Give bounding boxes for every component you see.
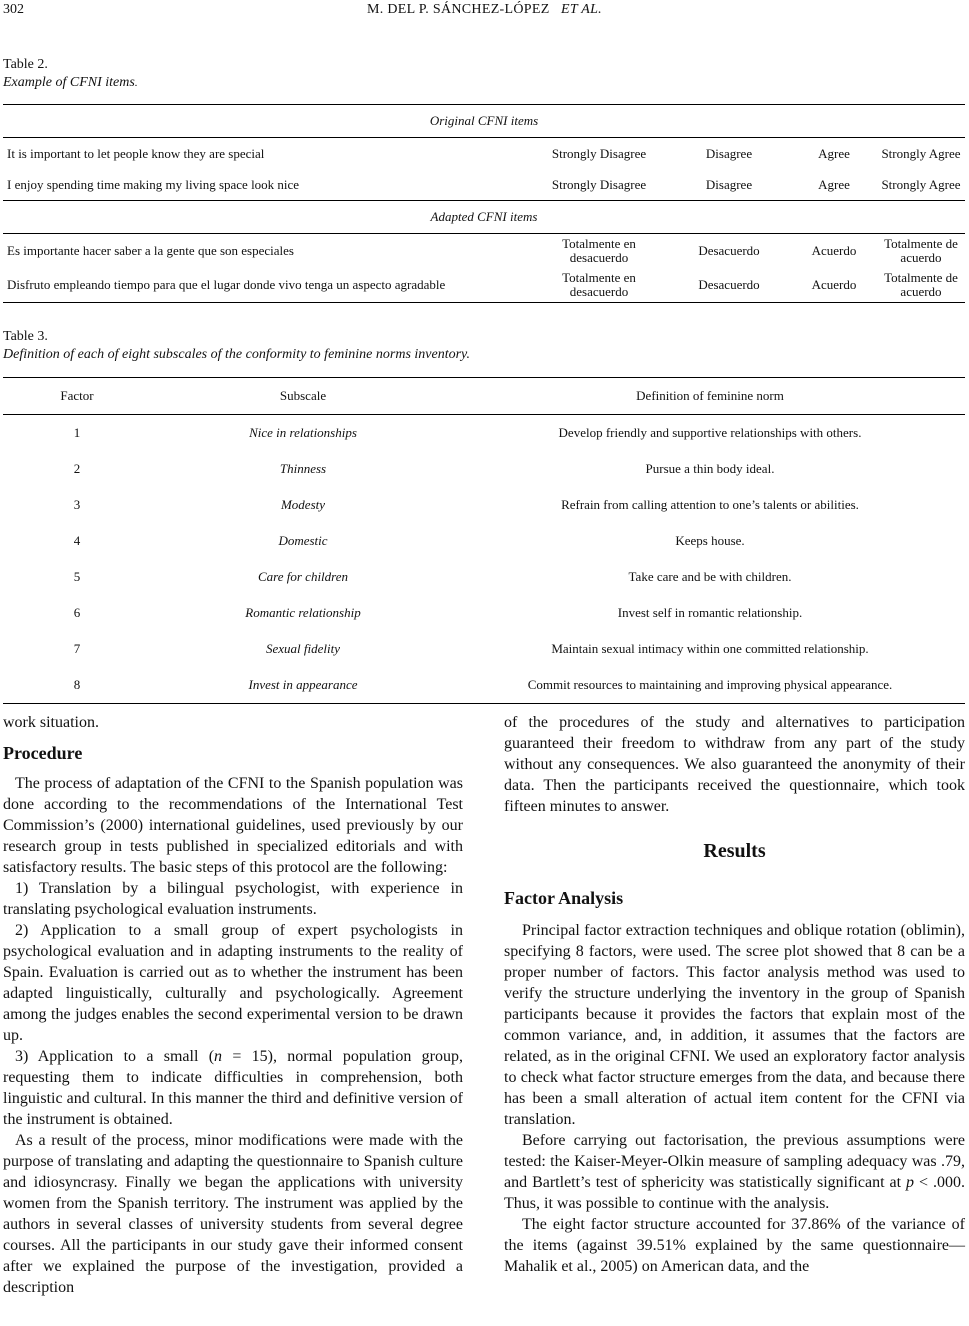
left-column — [3, 712, 463, 1298]
text-span: 3) Application to a small ( — [15, 1048, 215, 1065]
table-cell: Disfruto empleando tiempo para que el lugar donde vivo tenga un aspecto agradable — [3, 268, 531, 303]
factor-cell: 2 — [73, 461, 81, 476]
paragraph: 2) Application to a small group of expert psychologists in psychological evaluation and in adapting instruments to the reality of Spain. Evaluation is carried out as to whether the instrument has been adapted linguistically, culturally and psychologically. Agreement among the judges enables the second experimental version to be drawn up. — [3, 922, 463, 1044]
table3-caption — [3, 328, 470, 364]
subscale-cell: Romantic relationship — [245, 605, 361, 620]
paragraph: work situation. — [3, 714, 99, 731]
table3-label: Table 3. — [3, 329, 48, 344]
subscale-cell: Domestic — [278, 533, 328, 548]
table2-section-title: Original CFNI items — [3, 105, 965, 138]
subscale-cell: Nice in relationships — [249, 425, 357, 440]
running-title — [0, 2, 969, 18]
table2-label: Table 2. — [3, 57, 48, 72]
table-row — [3, 631, 965, 667]
paragraph: The eight factor structure accounted for 37.86% of the variance of the items (against 39.51% explained by the same questionnaire—Mahalik et al., 2005) on American data, and the — [504, 1216, 965, 1275]
paragraph: 1) Translation by a bilingual psychologist, with experience in translating psychological evaluation instruments. — [3, 880, 463, 918]
table-row — [3, 415, 965, 452]
table-cell: Strongly Disagree — [551, 176, 647, 192]
column-header-factor: Factor — [3, 378, 151, 415]
subsection-heading-factor-analysis: Factor Analysis — [504, 888, 624, 908]
running-title-authors: M. DEL P. SÁNCHEZ-LÓPEZ — [367, 2, 550, 17]
paragraph: Principal factor extraction techniques and oblique rotation (oblimin), specifying 8 factors, were used. The scree plot showed that 8 can be a proper number of factors. This factor analysis method was used to verify the structure underlying the inventory in the group of Spanish participants because it provides the factors that explain most of the common variance, and, in addition, it assumes that the factors are related, as in the original CFNI. We used an exploratory factor analysis to check what factor structure emerges from the data, and because there has been a small alteration of actual item content for the CFNI via translation. — [504, 922, 965, 1128]
table-cell: Desacuerdo — [667, 268, 791, 303]
table-row — [3, 595, 965, 631]
table-cell: Agree — [818, 176, 850, 192]
table2-caption — [3, 56, 138, 92]
table-cell: I enjoy spending time making my living space look nice — [7, 176, 300, 192]
table-cell: Totalmente de acuerdo — [884, 236, 958, 265]
paragraph — [3, 1046, 463, 1130]
table2-section-title: Adapted CFNI items — [3, 201, 965, 234]
definition-cell: Take care and be with children. — [628, 569, 792, 584]
factor-cell: 5 — [73, 569, 81, 584]
subscale-cell: Invest in appearance — [151, 667, 455, 704]
section-heading-results: Results — [703, 840, 766, 862]
table-cell: Totalmente de acuerdo — [877, 268, 965, 303]
table-row — [3, 559, 965, 595]
section-heading-procedure: Procedure — [3, 743, 83, 763]
paragraph: The process of adaptation of the CFNI to the Spanish population was done according to the recommendations of the International Test Commission’s (2000) international guidelines, used previously by our research group in tests published in specialized editorials and with satisfactory results. The basic steps of this protocol are the following: — [3, 775, 463, 876]
definition-cell: Maintain sexual intimacy within one committed relationship. — [551, 641, 869, 656]
table-cell: Strongly Disagree — [551, 145, 647, 161]
table-cell: Totalmente en desacuerdo — [531, 268, 667, 303]
paragraph: As a result of the process, minor modifications were made with the purpose of translating and adapting the questionnaire to Spanish culture and idiosyncrasy. Finally we began the applications with university women from the Spanish territory. The instrument was applied by the authors in several classes of university students from several degree courses. All the participants in our study gave their informed consent after we explained the purpose of the investigation, provided a description — [3, 1132, 463, 1296]
table-cell: Strongly Agree — [881, 176, 961, 192]
definition-cell: Keeps house. — [675, 533, 745, 548]
italic-p: p — [906, 1174, 915, 1191]
text-span: < .000. Thus, it was possible to continue with the analysis. — [504, 1174, 965, 1212]
factor-cell: 7 — [73, 641, 81, 656]
table-cell: Disagree — [705, 176, 753, 192]
right-column — [504, 712, 965, 1277]
text-span: Before carrying out factorisation, the previous assumptions were tested: the Kaiser-Meyer-Olkin measure of sampling adequacy was .79, and Bartlett’s test of sphericity was statistically significant at — [504, 1132, 965, 1191]
definition-cell: Invest self in romantic relationship. — [617, 605, 803, 620]
subscale-cell: Thinness — [279, 461, 327, 476]
table2-subtitle — [3, 74, 138, 92]
table-cell: Totalmente en desacuerdo — [562, 236, 636, 265]
page-number: 302 — [3, 2, 24, 17]
table-row — [3, 268, 965, 303]
definition-cell: Refrain from calling attention to one’s talents or abilities. — [561, 497, 859, 512]
table3-header-row — [3, 378, 965, 415]
column-header-subscale: Subscale — [151, 378, 455, 415]
table2-section-header — [3, 201, 965, 234]
table-cell: Es importante hacer saber a la gente que son especiales — [7, 243, 294, 258]
paragraph — [504, 1130, 965, 1214]
factor-cell: 1 — [73, 425, 81, 440]
table2-subtitle-period: . — [134, 77, 138, 89]
table-row — [3, 523, 965, 559]
paragraph: of the procedures of the study and alternatives to participation guaranteed their freedom to withdraw from any part of the study without any consequences. We also guaranteed the anonymity of their data. Then the participants received the questionnaire, which took fifteen minutes to answer. — [504, 714, 965, 815]
table-row — [3, 487, 965, 523]
table2-section-header — [3, 105, 965, 138]
table-row — [3, 138, 965, 170]
factor-cell: 4 — [73, 533, 81, 548]
column-header-definition: Definition of feminine norm — [455, 378, 965, 415]
definition-cell: Pursue a thin body ideal. — [645, 461, 775, 476]
table-cell: It is important to let people know they are special — [7, 145, 265, 161]
table2-subtitle-text: Example of CFNI items — [3, 75, 135, 90]
table-cell: Agree — [818, 145, 850, 161]
subscale-cell: Modesty — [280, 497, 326, 512]
table2 — [3, 104, 965, 303]
table-cell: Acuerdo — [791, 268, 877, 303]
subscale-cell: Care for children — [257, 569, 349, 584]
table-cell: Acuerdo — [811, 243, 857, 258]
table-row — [3, 169, 965, 201]
subscale-cell: Sexual fidelity — [265, 641, 340, 656]
table-cell: Strongly Agree — [881, 145, 961, 161]
definition-cell: Develop friendly and supportive relationships with others. — [558, 425, 862, 440]
running-title-etal: ET AL. — [560, 2, 602, 17]
table3-subtitle: Definition of each of eight subscales of the conformity to feminine norms inventory. — [3, 347, 470, 362]
definition-cell: Commit resources to maintaining and improving physical appearance. — [455, 667, 965, 704]
factor-cell: 3 — [73, 497, 81, 512]
table-row — [3, 234, 965, 269]
table-row — [3, 451, 965, 487]
table-cell: Disagree — [705, 145, 753, 161]
table3 — [3, 377, 965, 704]
italic-n: n — [214, 1048, 223, 1065]
text-span: = 15), normal population group, requesting them to indicate difficulties in comprehension, both linguistic and cultural. In this manner the third and definitive version of the instrument is obtained. — [3, 1048, 464, 1128]
page-header — [0, 2, 969, 22]
factor-cell: 8 — [3, 667, 151, 704]
table-cell: Desacuerdo — [698, 243, 760, 258]
table-row — [3, 667, 965, 704]
factor-cell: 6 — [73, 605, 81, 620]
